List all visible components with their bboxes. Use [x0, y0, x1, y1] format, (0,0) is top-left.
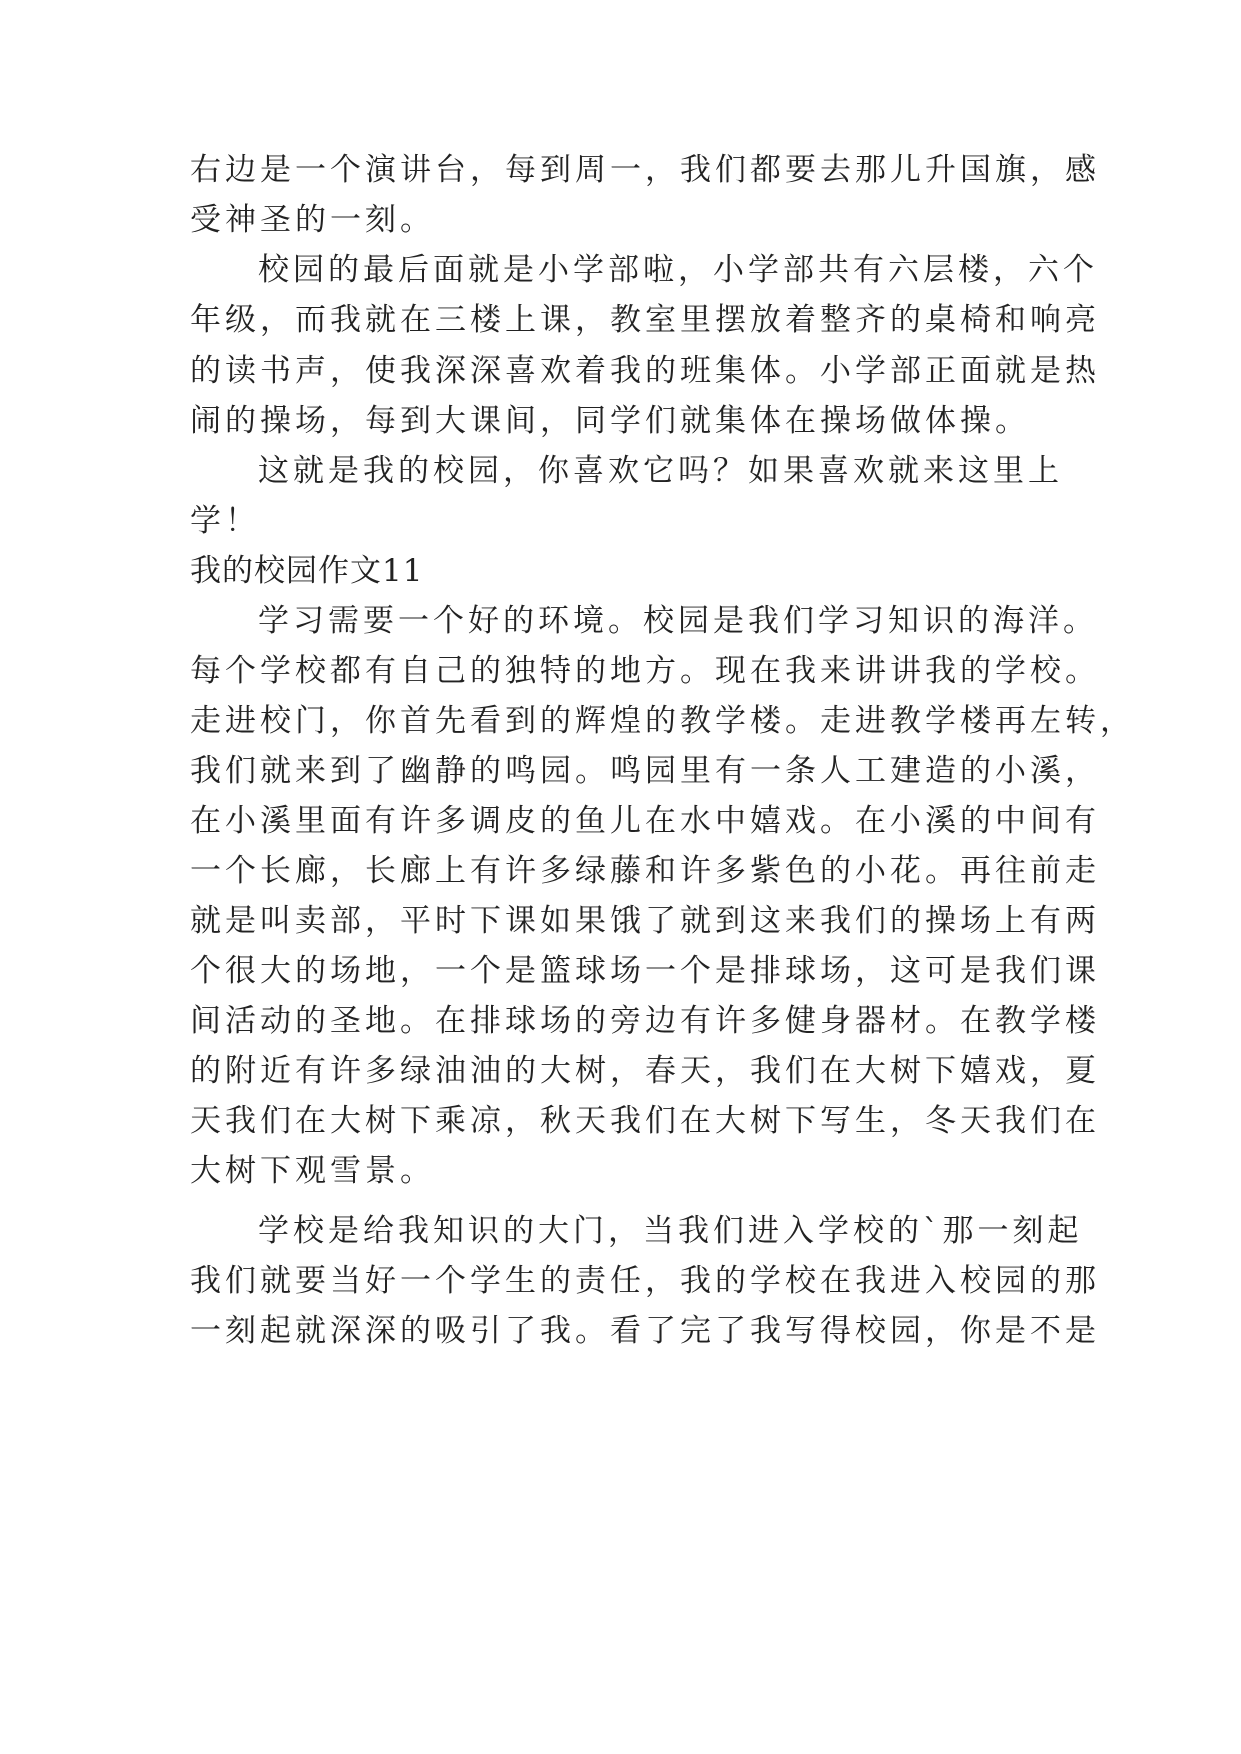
paragraph-4-line-3: 走进校门，你首先看到的辉煌的教学楼。走进教学楼再左转，: [190, 703, 1135, 739]
paragraph-2-line-1: 校园的最后面就是小学部啦，小学部共有六层楼，六个: [258, 252, 1098, 288]
paragraph-1-line-2: 受神圣的一刻。: [190, 202, 435, 238]
paragraph-4-line-2: 每个学校都有自己的独特的地方。现在我来讲讲我的学校。: [190, 653, 1100, 689]
paragraph-1-line-1: 右边是一个演讲台，每到周一，我们都要去那儿升国旗，感: [190, 152, 1100, 188]
paragraph-2-line-3: 的读书声，使我深深喜欢着我的班集体。小学部正面就是热: [190, 353, 1100, 389]
essay-heading: 我的校园作文11: [190, 553, 424, 589]
paragraph-5-line-1: 学校是给我知识的大门，当我们进入学校的`那一刻起: [258, 1213, 1083, 1249]
paragraph-4-line-7: 就是叫卖部，平时下课如果饿了就到这来我们的操场上有两: [190, 903, 1100, 939]
paragraph-2-line-4: 闹的操场，每到大课间，同学们就集体在操场做体操。: [190, 403, 1030, 439]
paragraph-5-line-2: 我们就要当好一个学生的责任，我的学校在我进入校园的那: [190, 1263, 1100, 1299]
paragraph-4-line-9: 间活动的圣地。在排球场的旁边有许多健身器材。在教学楼: [190, 1003, 1100, 1039]
paragraph-4-line-4: 我们就来到了幽静的鸣园。鸣园里有一条人工建造的小溪，: [190, 753, 1100, 789]
paragraph-4-line-11: 天我们在大树下乘凉，秋天我们在大树下写生，冬天我们在: [190, 1103, 1100, 1139]
paragraph-4-line-12: 大树下观雪景。: [190, 1153, 435, 1189]
paragraph-4-line-1: 学习需要一个好的环境。校园是我们学习知识的海洋。: [258, 603, 1098, 639]
paragraph-4-line-10: 的附近有许多绿油油的大树，春天，我们在大树下嬉戏，夏: [190, 1053, 1100, 1089]
paragraph-2-line-2: 年级，而我就在三楼上课，教室里摆放着整齐的桌椅和响亮: [190, 302, 1100, 338]
paragraph-4-line-5: 在小溪里面有许多调皮的鱼儿在水中嬉戏。在小溪的中间有: [190, 803, 1100, 839]
paragraph-5-line-3: 一刻起就深深的吸引了我。看了完了我写得校园，你是不是: [190, 1313, 1100, 1349]
paragraph-4-line-8: 个很大的场地，一个是篮球场一个是排球场，这可是我们课: [190, 953, 1100, 989]
paragraph-3-line-1: 这就是我的校园，你喜欢它吗？如果喜欢就来这里上: [258, 453, 1063, 489]
paragraph-4-line-6: 一个长廊，长廊上有许多绿藤和许多紫色的小花。再往前走: [190, 853, 1100, 889]
paragraph-3-line-2: 学！: [190, 503, 260, 539]
